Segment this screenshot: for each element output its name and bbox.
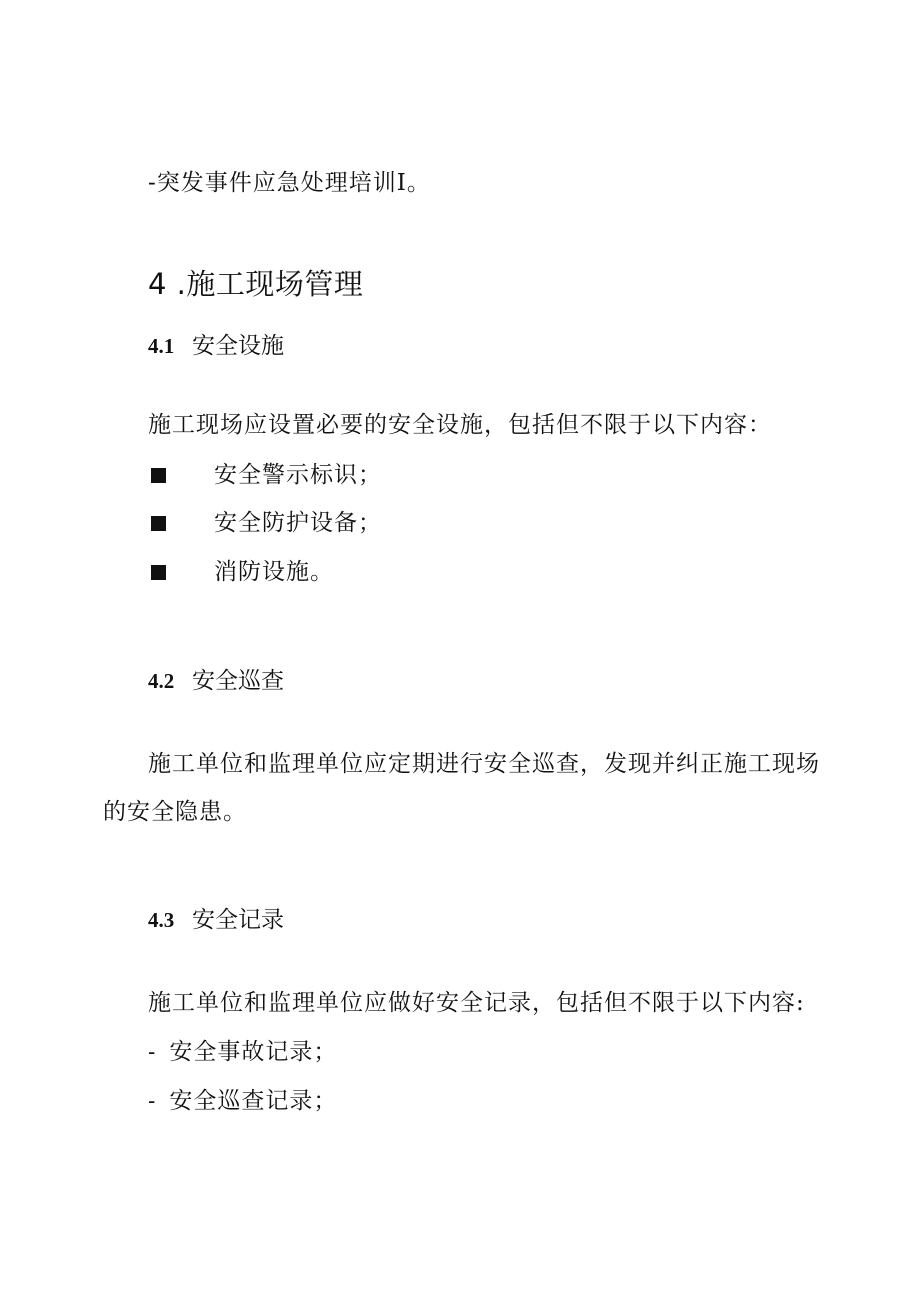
- subsection-heading-4-2: [148, 670, 284, 693]
- list-item: 安全防护设备；: [214, 510, 382, 536]
- square-bullet-icon: [151, 565, 166, 580]
- training-item-line: -突发事件应急处理培训Ⅰ。: [148, 170, 431, 196]
- dash-bullet: -: [148, 1088, 156, 1113]
- list-item-text: 安全事故记录；: [169, 1039, 338, 1065]
- list-item: 消防设施。: [214, 559, 334, 585]
- section-heading-4: 4 .施工现场管理: [148, 267, 364, 301]
- subsection-number: 4.1: [148, 334, 175, 358]
- subsection-title: 安全记录: [192, 907, 284, 933]
- subsection-number: 4.3: [148, 908, 175, 932]
- subsection-title: 安全巡查: [192, 668, 284, 694]
- paragraph-safety-inspection-line1: 施工单位和监理单位应定期进行安全巡查，发现并纠正施工现场: [148, 751, 820, 777]
- paragraph-safety-inspection-line2: 的安全隐患。: [103, 799, 247, 825]
- paragraph-safety-records-intro: 施工单位和监理单位应做好安全记录，包括但不限于以下内容:: [148, 990, 805, 1016]
- subsection-heading-4-3: [148, 909, 284, 932]
- dash-bullet: -: [148, 1039, 156, 1064]
- paragraph-safety-facilities-intro: 施工现场应设置必要的安全设施，包括但不限于以下内容：: [148, 412, 772, 438]
- dash-list-item: [148, 1041, 337, 1064]
- subsection-number: 4.2: [148, 669, 175, 693]
- subsection-heading-4-1: [148, 335, 284, 358]
- subsection-title: 安全设施: [192, 333, 284, 359]
- list-item: 安全警示标识；: [214, 462, 382, 488]
- list-item-text: 安全巡查记录；: [169, 1088, 338, 1114]
- dash-list-item: [148, 1090, 337, 1113]
- square-bullet-icon: [151, 468, 166, 483]
- square-bullet-icon: [151, 516, 166, 531]
